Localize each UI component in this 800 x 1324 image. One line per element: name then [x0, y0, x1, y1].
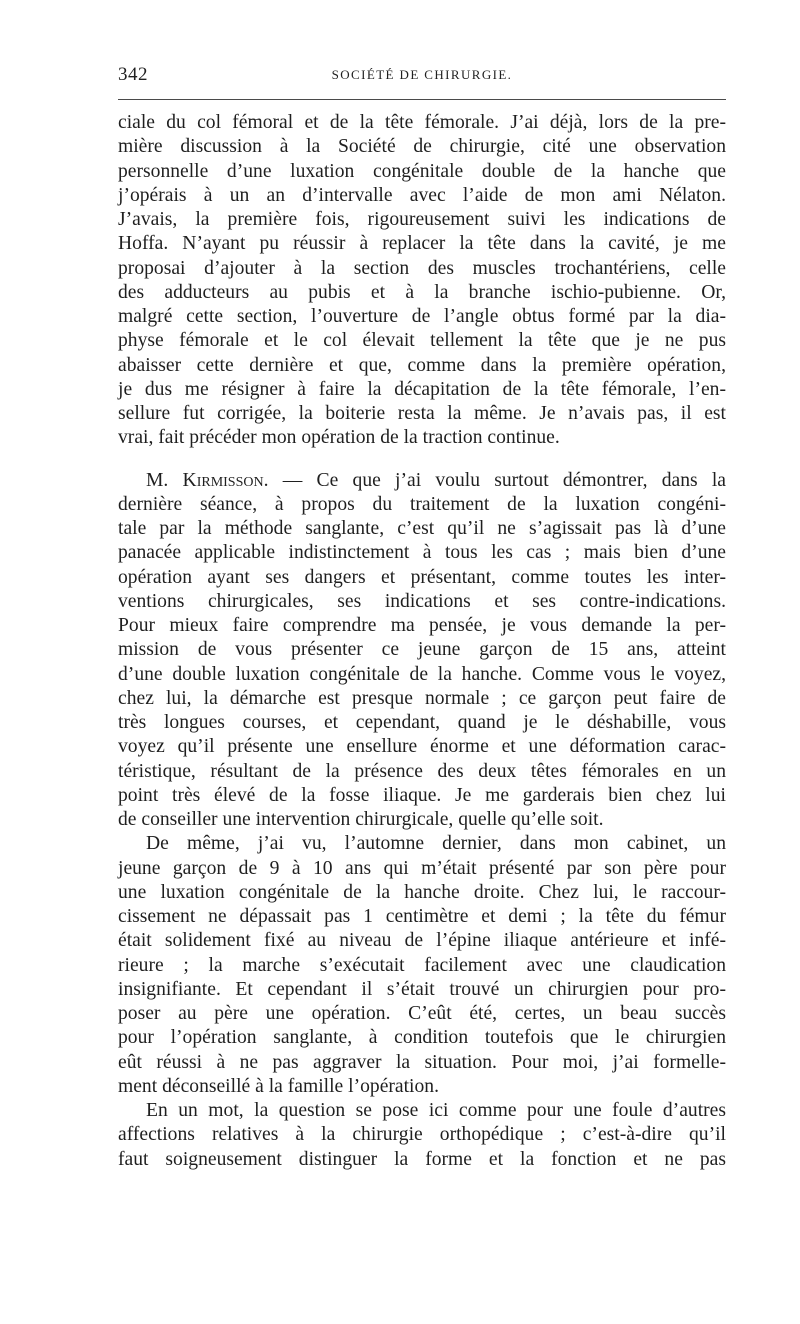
text-line: insignifiante. Et cependant il s’était trouvé un chirurgien pour pro- [118, 978, 726, 1000]
text-line: téristique, résultant de la présence des deux têtes fémorales en un [118, 760, 726, 782]
text-line: sellure fut corrigée, la boiterie resta la même. Je n’avais pas, il est [118, 403, 726, 424]
text-line: faut soigneusement distinguer la forme et la fonction et ne pas [118, 1148, 726, 1170]
text-line: était solidement fixé au niveau de l’épine iliaque antérieure et infé- [118, 930, 726, 952]
text-line: mière discussion à la Société de chirurgie, cité une observation [118, 136, 726, 158]
text-line: affections relatives à la chirurgie orthopédique ; c’est-à-dire qu’il [118, 1124, 726, 1146]
text-line: pour l’opération sanglante, à condition toutefois que le chirurgien [118, 1027, 726, 1049]
text-line: des adducteurs au pubis et à la branche ischio-pubienne. Or, [118, 281, 726, 303]
text-line: ment déconseillé à la famille l’opération. [118, 1075, 439, 1097]
text-line: dernière séance, à propos du traitement de la luxation congéni- [118, 493, 726, 515]
text-line: jeune garçon de 9 à 10 ans qui m’était présenté par son père pour [118, 857, 726, 879]
text-line: mission de vous présenter ce jeune garçon de 15 ans, atteint [118, 639, 726, 661]
paragraph-gap [118, 451, 726, 469]
text-line: J’avais, la première fois, rigoureusement suivi les indications de [118, 209, 726, 230]
text-fragment: — Ce que j’ai voulu surtout démontrer, dans la [268, 469, 727, 491]
text-line: opération ayant ses dangers et présentant, comme toutes les inter- [118, 566, 726, 588]
body-text [118, 111, 726, 1172]
text-line: abaisser cette dernière et que, comme dans la première opération, [118, 354, 726, 376]
text-line: j’opérais à un an d’intervalle avec l’aide de mon ami Nélaton. [118, 184, 726, 206]
text-line: je dus me résigner à faire la décapitation de la tête fémorale, l’en- [118, 378, 726, 400]
page-number: 342 [118, 64, 148, 85]
text-line: physe fémorale et le col élevait tellement la tête que je ne pus [118, 330, 726, 352]
text-line: une luxation congénitale de la hanche droite. Chez lui, le raccour- [118, 881, 726, 903]
text-line: En un mot, la question se pose ici comme pour une foule d’autres [146, 1100, 726, 1121]
text-line: De même, j’ai vu, l’automne dernier, dans mon cabinet, un [146, 833, 726, 855]
running-head [118, 64, 726, 92]
text-line: chez lui, la démarche est presque normale ; ce garçon peut faire de [118, 687, 726, 709]
text-line: vrai, fait précéder mon opération de la traction continue. [118, 427, 560, 449]
speaker-name: M. Kirmisson. [146, 469, 269, 491]
text-line: ciale du col fémoral et de la tête fémorale. J’ai déjà, lors de la pre- [118, 112, 726, 133]
text-line: malgré cette section, l’ouverture de l’angle obtus formé par la dia- [118, 306, 726, 327]
running-title: SOCIÉTÉ DE CHIRURGIE. [331, 67, 513, 82]
header-rule [118, 99, 726, 100]
text-line: de conseiller une intervention chirurgicale, quelle qu’elle soit. [118, 809, 604, 830]
text-line: personnelle d’une luxation congénitale double de la hanche que [118, 160, 726, 182]
text-line: panacée applicable indistinctement à tous les cas ; mais bien d’une [118, 542, 726, 564]
text-line: Pour mieux faire comprendre ma pensée, je vous demande la per- [118, 615, 726, 636]
text-line: point très élevé de la fosse iliaque. Je me garderais bien chez lui [118, 784, 726, 806]
paragraph-2 [118, 469, 726, 833]
paragraph-3 [118, 832, 726, 1099]
text-line: ventions chirurgicales, ses indications et ses contre-indications. [118, 590, 726, 612]
paragraph-1 [118, 111, 726, 451]
text-line: tale par la méthode sanglante, c’est qu’il ne s’agissait pas là d’une [118, 518, 726, 539]
text-line: poser au père une opération. C’eût été, certes, un beau succès [118, 1003, 726, 1024]
text-line: eût réussi à ne pas aggraver la situation. Pour moi, j’ai formelle- [118, 1051, 726, 1073]
text-line: d’une double luxation congénitale de la hanche. Comme vous le voyez, [118, 663, 726, 685]
text-line: proposai d’ajouter à la section des muscles trochantériens, celle [118, 257, 726, 279]
text-line: Hoffa. N’ayant pu réussir à replacer la tête dans la cavité, je me [118, 233, 726, 255]
text-line: rieure ; la marche s’exécutait facilement avec une claudication [118, 954, 726, 976]
text-line: très longues courses, et cependant, quand je le déshabille, vous [118, 712, 726, 733]
text-line: cissement ne dépassait pas 1 centimètre et demi ; la tête du fémur [118, 906, 726, 927]
text-line: voyez qu’il présente une ensellure énorme et une déformation carac- [118, 736, 726, 758]
paragraph-4 [118, 1099, 726, 1172]
text-line-with-speaker [118, 469, 726, 493]
